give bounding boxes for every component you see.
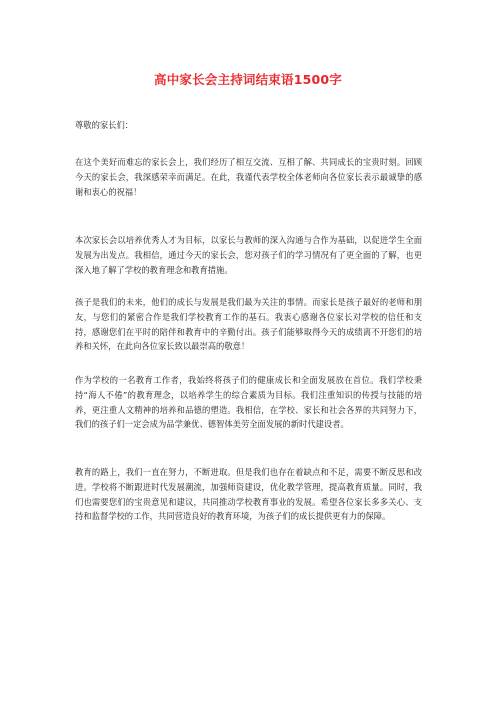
paragraph-4: 作为学校的一名教育工作者，我始终将孩子们的健康成长和全面发展放在首位。我们学校秉持“海人不倦”的教育理念，以培养学生的综合素质为目标。我们注重知识的传授与技能的培养，更注重人文精神的培养和品德的塑造。我相信，在学校、家长和社会各界的共同努力下，我们的孩子们一定会成为品学兼优、德智体美劳全面发展的新时代建设者。 — [75, 375, 422, 430]
paragraph-2: 本次家长会以培养优秀人才为目标，以家长与教师的深入沟通与合作为基础，以促进学生全面发展为出发点。我相信，通过今天的家长会，您对孩子们的学习情况有了更全面的了解，也更深入地了解了学校的教育理念和教育措施。 — [75, 235, 422, 275]
paragraph-5: 教育的路上，我们一直在努力，不断进取。但是我们也存在着缺点和不足，需要不断反思和改进。学校将不断跟进时代发展潮流，加强师资建设，优化教学管理，提高教育质量。同时，我们也需要您们的宝贵意见和建议，共同推动学校教育事业的发展。希望各位家长多多关心、支持和监督学校的工作，共同营造良好的教育环境，为孩子们的成长提供更有力的保障。 — [75, 467, 422, 522]
document-title: 高中家长会主持词结束语1500字 — [154, 72, 342, 87]
salutation: 尊敬的家长们： — [75, 120, 134, 130]
paragraph-1: 在这个美好而难忘的家长会上，我们经历了相互交流、互相了解、共同成长的宝贵时刻。回顾今天的家长会，我深感荣幸而满足。在此，我谨代表学校全体老师向各位家长表示最诚挚的感谢和衷心的祝福！ — [75, 157, 422, 197]
paragraph-3: 孩子是我们的未来，他们的成长与发展是我们最为关注的事情。而家长是孩子最好的老师和朋友，与您们的紧密合作是我们学校教育工作的基石。我衷心感谢各位家长对学校的信任和支持，感谢您们在平时的陪伴和教育中的辛勤付出。孩子们能够取得今天的成绩离不开您们的培养和关怀，在此向各位家长致以最崇高的敬意！ — [75, 297, 422, 352]
